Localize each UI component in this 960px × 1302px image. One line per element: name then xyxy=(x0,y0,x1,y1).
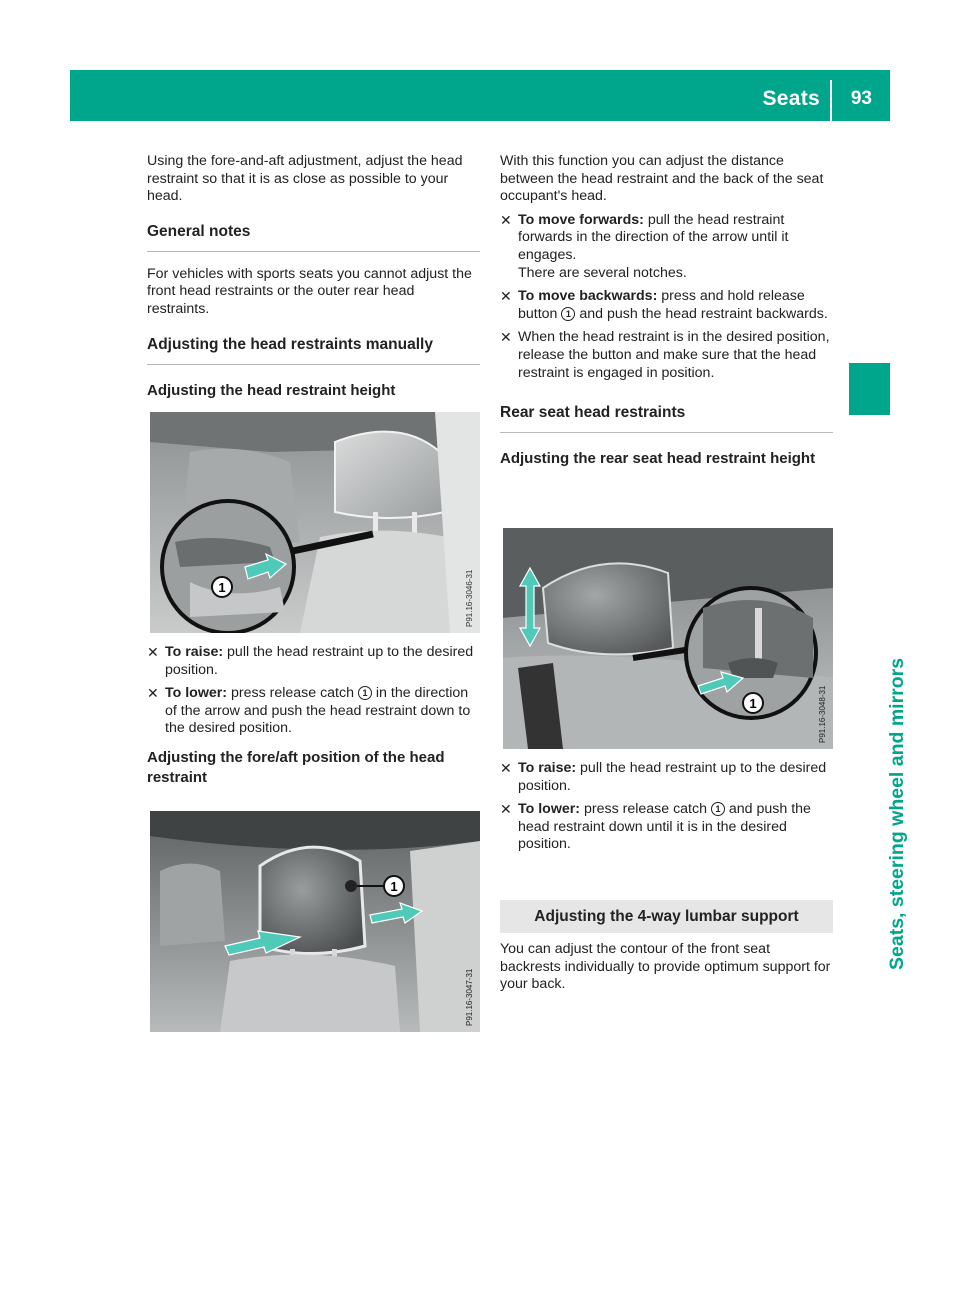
lumbar-text: You can adjust the contour of the front seat backrests individually to provide optimum support for your back. xyxy=(500,941,831,993)
chapter-tab-marker xyxy=(849,363,890,415)
height-heading: Adjusting the head restraint height xyxy=(147,381,396,399)
step-text: pull the head restraint up to the desired position. xyxy=(165,644,474,678)
rear-steps xyxy=(500,760,833,854)
step-text: pull the head restraint up to the desired position. xyxy=(518,760,827,794)
figure-head-restraint-fore-aft xyxy=(150,811,480,1032)
step-marker-icon: ✕ xyxy=(500,211,512,228)
step-label: To raise: xyxy=(165,644,224,660)
figure2-code: P91.16-3047-31 xyxy=(465,968,474,1026)
step-text: press and hold release button xyxy=(518,288,805,322)
figure3-callout: 1 xyxy=(749,696,757,711)
list-item xyxy=(500,288,833,323)
step-label: To move forwards: xyxy=(518,211,644,228)
chapter-title: Seats xyxy=(762,87,820,110)
step-text: When the head restraint is in the desired position, release the button and make sure that the head restraint is engaged in position. xyxy=(518,329,830,381)
page-header-bar xyxy=(70,70,890,121)
step-label: To lower: xyxy=(518,801,581,818)
list-item xyxy=(500,212,833,282)
step-marker-icon: ✕ xyxy=(500,801,512,818)
figure3-code: P91.16-3048-31 xyxy=(818,685,827,743)
step-label: To lower: xyxy=(165,685,228,702)
callout-icon: 1 xyxy=(358,686,372,700)
step-text: in the direction of the arrow and push the head restraint down to the desired position. xyxy=(165,685,471,737)
callout-icon: 1 xyxy=(561,307,575,321)
step-label: To raise: xyxy=(518,760,577,776)
list-item xyxy=(500,760,833,795)
chapter-side-label-text: Seats, steering wheel and mirrors xyxy=(885,657,908,970)
step-marker-icon: ✕ xyxy=(147,685,159,702)
general-notes-text: For vehicles with sports seats you cannot adjust the front head restraints or the outer rear head restraints. xyxy=(147,265,472,317)
page-number: 93 xyxy=(850,88,872,109)
step-text: press release catch xyxy=(230,685,354,702)
figure-rear-head-restraint-height xyxy=(503,528,833,749)
lumbar-heading: Adjusting the 4-way lumbar support xyxy=(500,900,833,933)
step-text: and push the head restraint backwards. xyxy=(579,305,828,322)
step-label: To move backwards: xyxy=(518,288,658,305)
right-column-lower xyxy=(500,760,833,860)
step-text: pull the head restraint forwards in the direction of the arrow until it engages. xyxy=(518,211,789,263)
figure1-code: P91.16-3046-31 xyxy=(465,569,474,627)
left-column xyxy=(147,153,480,401)
general-notes-heading: General notes xyxy=(147,223,480,252)
right-intro: With this function you can adjust the distance between the head restraint and the back of the seat occupant's head. xyxy=(500,153,824,205)
list-item xyxy=(147,644,480,679)
step-text: press release catch xyxy=(583,801,707,818)
list-item xyxy=(147,685,480,738)
chapter-side-label xyxy=(849,425,908,1010)
figure2-callout: 1 xyxy=(390,879,398,894)
fore-aft-steps xyxy=(500,212,833,382)
lumbar-section xyxy=(500,900,833,994)
step-marker-icon: ✕ xyxy=(147,644,159,660)
list-item xyxy=(500,801,833,854)
figure1-callout: 1 xyxy=(218,580,226,595)
step-extra: There are several notches. xyxy=(518,264,687,281)
step-marker-icon: ✕ xyxy=(500,288,512,305)
left-column-lower xyxy=(147,644,480,788)
step-marker-icon: ✕ xyxy=(500,329,512,346)
manual-heading: Adjusting the head restraints manually xyxy=(147,336,480,365)
list-item xyxy=(500,329,833,382)
callout-icon: 1 xyxy=(711,802,725,816)
height-steps xyxy=(147,644,480,738)
step-text: and push the head restraint down until it is in the desired position. xyxy=(518,801,811,853)
rear-heading: Rear seat head restraints xyxy=(500,404,833,433)
intro-paragraph: Using the fore-and-aft adjustment, adjust the head restraint so that it is as close as possible to your head. xyxy=(147,153,463,205)
figure-head-restraint-height xyxy=(150,412,480,633)
header-divider xyxy=(830,80,832,121)
step-marker-icon: ✕ xyxy=(500,760,512,776)
right-column xyxy=(500,153,833,469)
foreaft-heading: Adjusting the fore/aft position of the head restraint xyxy=(147,748,445,786)
rear-height-heading: Adjusting the rear seat head restraint height xyxy=(500,450,816,468)
